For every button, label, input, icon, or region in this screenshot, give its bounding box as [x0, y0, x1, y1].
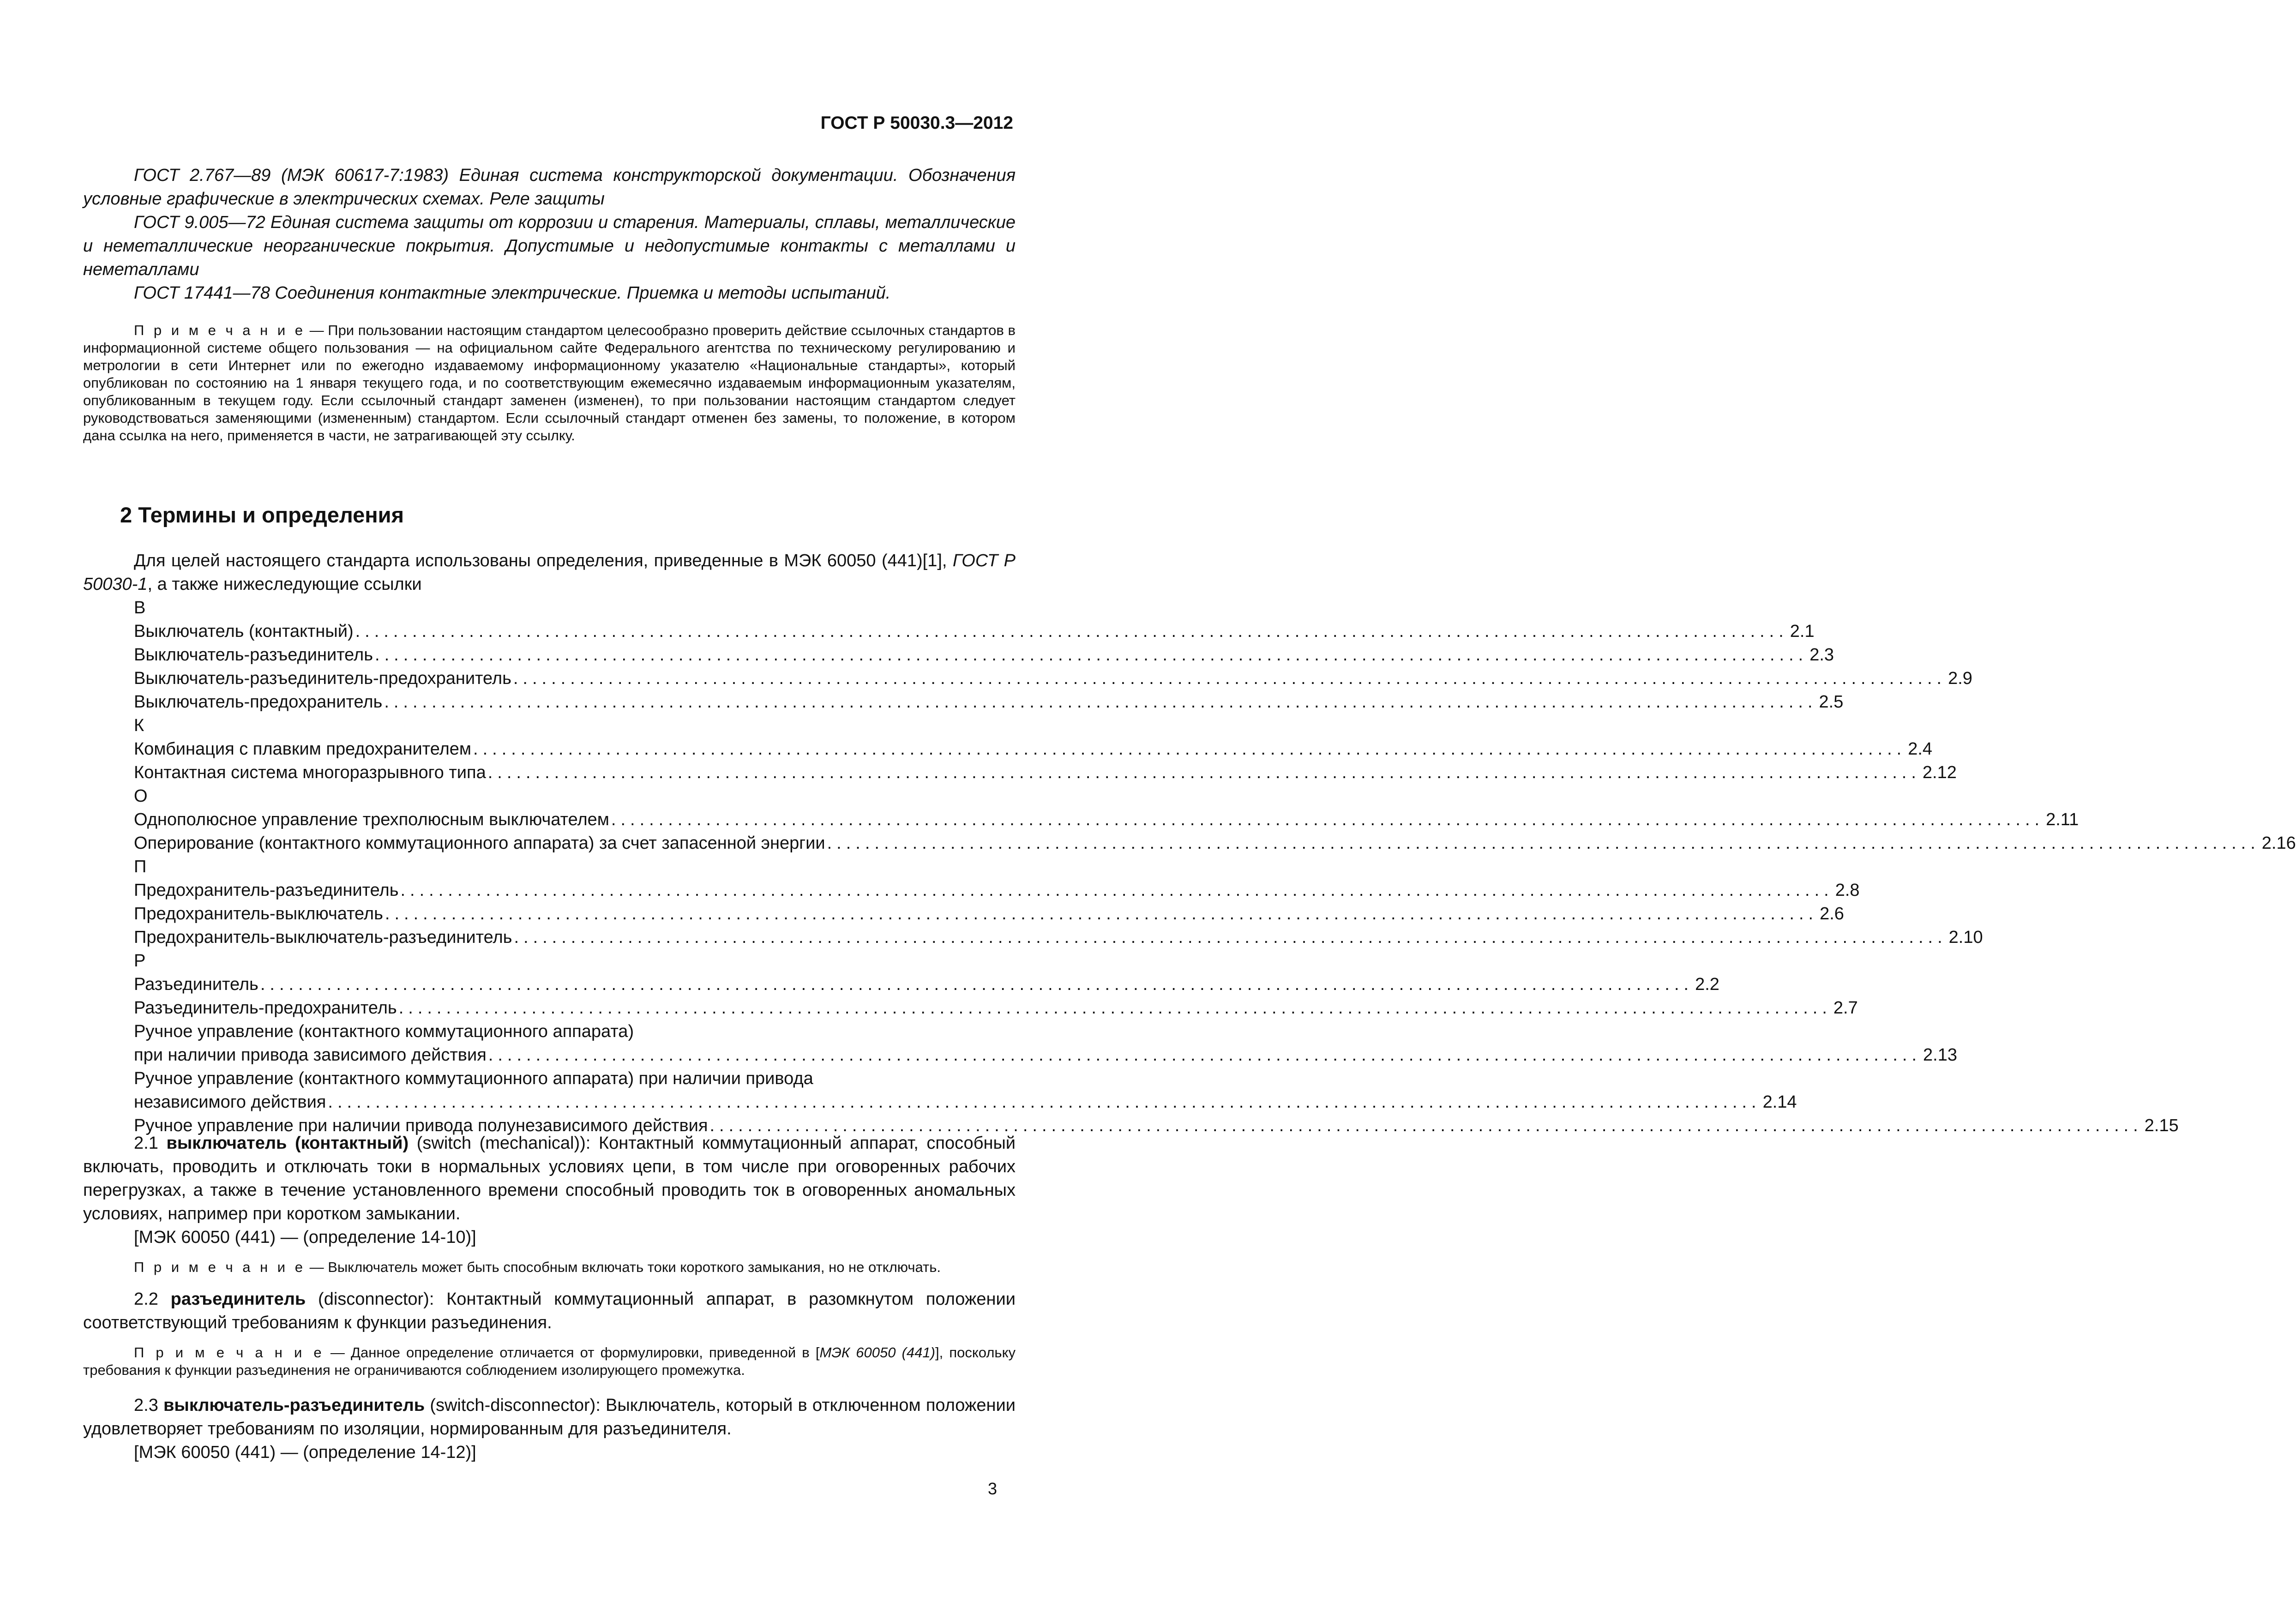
- reference-gost-9005: ГОСТ 9.005—72 Единая система защиты от коррозии и старения. Материалы, сплавы, металлические и неметаллические неорганические покрытия. Допустимые и недопустимые контакты с металлами и неметаллами: [83, 213, 1016, 279]
- definition-term: выключатель-разъединитель: [163, 1396, 425, 1415]
- intro-ref: ГОСТ Р 50030-1: [83, 551, 1016, 594]
- note-references: [83, 322, 1016, 444]
- references-block: [83, 164, 1016, 305]
- index-entry: Предохранитель-разъединитель ....................................................................................................................................................... 2.8: [134, 881, 1860, 900]
- definition-source: [МЭК 60050 (441) — (определение 14-12)]: [134, 1443, 476, 1462]
- index-letter: В: [134, 598, 146, 618]
- definition-2-2: [83, 1288, 1016, 1335]
- note-definition-2-1: [83, 1259, 1016, 1276]
- index-entry: Оперирование (контактного коммутационного аппарата) за счет запасенной энергии ....................................................................................................................................................... 2.16: [134, 833, 2296, 853]
- page-number: 3: [988, 1479, 998, 1498]
- intro-text: Для целей настоящего стандарта использованы определения, приведенные в МЭК 60050 (441)[1],: [134, 551, 947, 570]
- definition-term: выключатель (контактный): [166, 1133, 409, 1153]
- index-entry: Выключатель-разъединитель-предохранитель ....................................................................................................................................................... 2.9: [134, 669, 1972, 688]
- intro-text-end: , а также нижеследующие ссылки: [147, 575, 422, 594]
- standard-header: ГОСТ Р 50030.3—2012: [820, 113, 1013, 133]
- note-definition-2-2: [83, 1344, 1016, 1379]
- index-letter: К: [134, 716, 144, 735]
- section-intro: [83, 549, 1016, 596]
- note-text: — При пользовании настоящим стандартом целесообразно проверить действие ссылочных стандартов в информационной системе общего пользования — на официальном сайте Федерального агентства по техническому регулированию и метрологии в сети Интернет или по ежегодно издаваемому информационному указателю «Национальные стандарты», который опубликован по состоянию на 1 января текущего года, и по соответствующим ежемесячно издаваемым информационным указателям, опубликованным в текущем году. Если ссылочный стандарт заменен (изменен), то при пользовании настоящим стандартом следует руководствоваться заменяющими (измененным) стандартом. Если ссылочный стандарт отменен без замены, то положение, в котором дана ссылка на него, применяется в части, не затрагивающей эту ссылку.: [83, 322, 1016, 444]
- index-entry: Предохранитель-выключатель ....................................................................................................................................................... 2.6: [134, 904, 1844, 923]
- terms-index: [134, 596, 2296, 1138]
- index-letter: О: [134, 786, 148, 806]
- definition-paragraph: 2.1 выключатель (контактный) (switch (mechanical)): Контактный коммутационный аппарат, способный включать, проводить и отключать токи в нормальных условиях цепи, в том числе при оговоренных рабочих перегрузках, а также в течение установленного времени способный проводить ток в оговоренных аномальных условиях, например при коротком замыкании.: [83, 1133, 1016, 1223]
- note-label: П р и м е ч а н и е: [134, 322, 306, 338]
- note-paragraph: [83, 322, 1016, 444]
- definition-term: разъединитель: [170, 1289, 306, 1309]
- definition-paragraph: 2.2 разъединитель (disconnector): Контактный коммутационный аппарат, в разомкнутом положении соответствующий требованиям к функции разъединения.: [83, 1289, 1016, 1332]
- index-entry: Выключатель-разъединитель ....................................................................................................................................................... 2.3: [134, 645, 1834, 665]
- note-paragraph: П р и м е ч а н и е — Выключатель может быть способным включать токи короткого замыкания, но не отключать.: [134, 1259, 941, 1275]
- index-entry: Контактная система многоразрывного типа ....................................................................................................................................................... 2.12: [134, 763, 1957, 782]
- index-entry: Разъединитель-предохранитель ....................................................................................................................................................... 2.7: [134, 998, 1858, 1018]
- index-letter: Р: [134, 951, 146, 971]
- section-title: 2 Термины и определения: [120, 503, 404, 527]
- reference-gost-17441: ГОСТ 17441—78 Соединения контактные электрические. Приемка и методы испытаний.: [134, 283, 891, 303]
- index-entry: Ручное управление при наличии привода полунезависимого действия ....................................................................................................................................................... 2.15: [134, 1116, 2179, 1135]
- reference-gost-2767: ГОСТ 2.767—89 (МЭК 60617-7:1983) Единая система конструкторской документации. Обозначения условные графические в электрических схемах. Реле защиты: [83, 166, 1016, 209]
- index-entry: Выключатель-предохранитель ....................................................................................................................................................... 2.5: [134, 692, 1844, 712]
- definition-2-1: [83, 1132, 1016, 1249]
- index-entry: Комбинация с плавким предохранителем ....................................................................................................................................................... 2.4: [134, 739, 1933, 759]
- index-entry-first-line: Ручное управление (контактного коммутационного аппарата) при наличии привода: [134, 1069, 813, 1088]
- index-entry: Выключатель (контактный) ....................................................................................................................................................... 2.1: [134, 622, 1815, 641]
- definition-paragraph: 2.3 выключатель-разъединитель (switch-disconnector): Выключатель, который в отключенном положении удовлетворяет требованиям по изоляции, нормированным для разъединителя.: [83, 1396, 1016, 1439]
- intro-paragraph: [83, 549, 1016, 596]
- index-entry: при наличии привода зависимого действия ....................................................................................................................................................... 2.13: [134, 1045, 1957, 1065]
- note-paragraph: П р и м е ч а н и е — Данное определение отличается от формулировки, приведенной в [МЭК 60050 (441)], поскольку требования к функции разъединения не ограничиваются соблюдением изолирующего промежутка.: [83, 1344, 1016, 1378]
- index-letter: П: [134, 857, 147, 876]
- definition-2-3: [83, 1394, 1016, 1464]
- index-entry: Разъединитель ....................................................................................................................................................... 2.2: [134, 975, 1719, 994]
- definition-source: [МЭК 60050 (441) — (определение 14-10)]: [134, 1228, 476, 1247]
- index-entry: Предохранитель-выключатель-разъединитель ....................................................................................................................................................... 2.10: [134, 928, 1983, 947]
- index-entry-first-line: Ручное управление (контактного коммутационного аппарата): [134, 1022, 634, 1041]
- index-entry: независимого действия ....................................................................................................................................................... 2.14: [134, 1092, 1797, 1112]
- index-entry: Однополюсное управление трехполюсным выключателем ....................................................................................................................................................... 2.11: [134, 810, 2079, 829]
